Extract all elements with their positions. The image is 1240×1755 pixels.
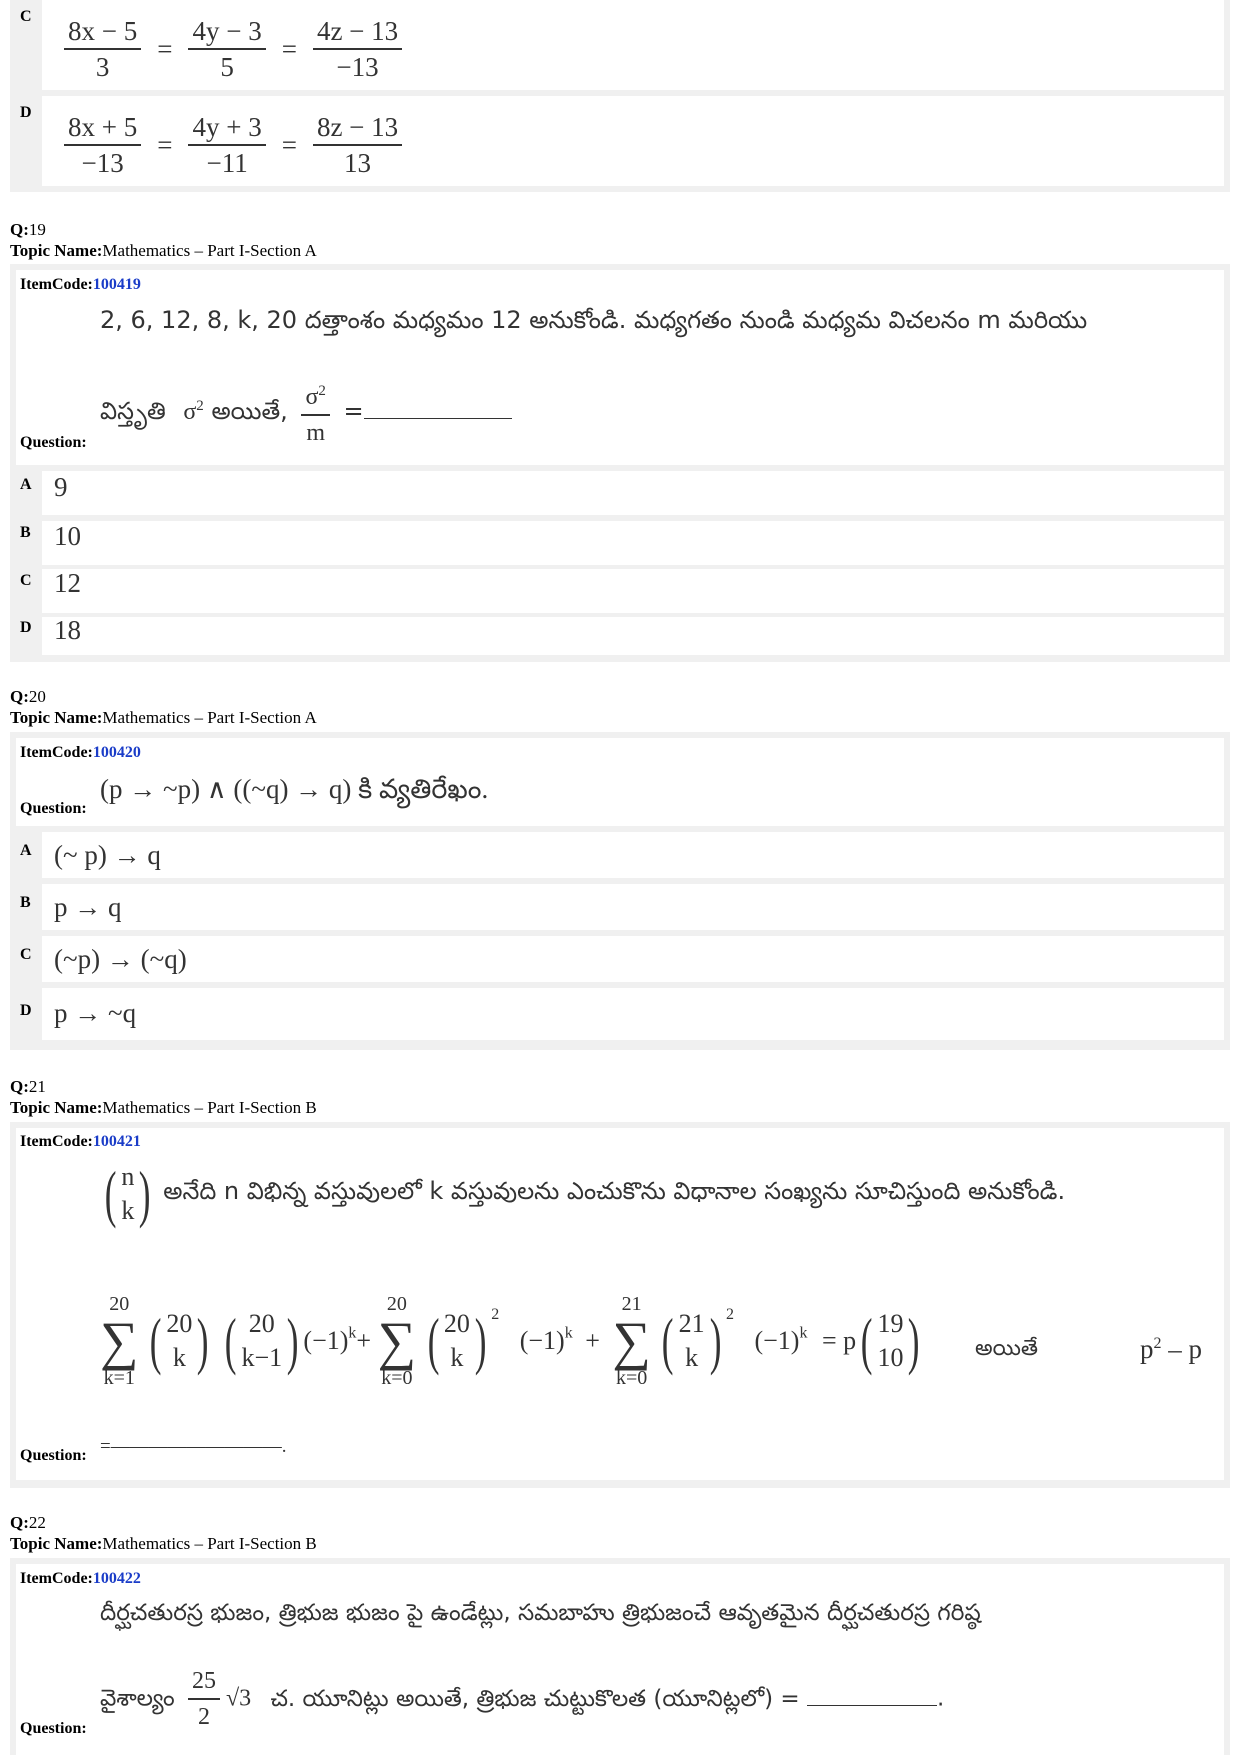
option-cell <box>42 569 1224 613</box>
superscript: 2 <box>196 398 204 414</box>
superscript: 2 <box>491 1305 500 1323</box>
sum-upper-limit: 20 <box>109 1293 130 1315</box>
option-label: C <box>20 572 32 589</box>
q21-text: అనేది n విభిన్న వస్తువులలో k వస్తువులను ఎంచుకొను విధానాల సంఖ్యను సూచిస్తుంది అనుకోండి. <box>163 1177 1066 1205</box>
topic-label: Topic Name: <box>10 1098 103 1117</box>
option-cell <box>42 521 1224 565</box>
item-code <box>20 744 141 762</box>
q20-option-d[interactable]: p → ~q <box>54 998 137 1028</box>
q19-header <box>10 219 317 261</box>
fraction-numerator: 8x + 5 <box>64 110 141 146</box>
item-code-label: ItemCode: <box>20 276 93 293</box>
q21-header <box>10 1076 317 1118</box>
item-code-label: ItemCode: <box>20 744 93 761</box>
option-label: A <box>20 476 32 493</box>
q22-text: వైశాల్యం <box>100 1685 175 1712</box>
q20-question-text: (p → ~p) ∧ ((~q) → q) కి వ్యతిరేఖం. <box>100 774 489 804</box>
fraction-denominator: 3 <box>95 52 110 82</box>
binomial-top: 21 <box>678 1309 705 1338</box>
binomial-top: 20 <box>166 1309 193 1338</box>
question-label: Question: <box>20 800 87 817</box>
question-number-label: Q: <box>10 1077 29 1096</box>
option-label: A <box>20 842 32 859</box>
superscript: k <box>799 1324 808 1342</box>
fraction-numerator: 8x − 5 <box>64 14 141 50</box>
equals-sign: = <box>281 129 297 160</box>
option-label: D <box>20 1002 32 1019</box>
fraction-numerator: 4y − 3 <box>188 14 265 50</box>
option-label: D <box>20 104 32 121</box>
p-tail: – p <box>1168 1334 1202 1364</box>
question-label: Question: <box>20 1447 87 1464</box>
item-code-value: 100421 <box>92 1133 141 1150</box>
binomial-bottom: k−1 <box>241 1343 283 1372</box>
superscript: k <box>348 1324 357 1342</box>
answer-blank <box>807 1705 937 1706</box>
q19-option-d[interactable]: 18 <box>54 615 81 645</box>
question-number-label: Q: <box>10 687 29 706</box>
topic-name: Mathematics – Part I-Section A <box>102 708 317 727</box>
option-cell <box>42 988 1224 1040</box>
equals-p: = p <box>821 1326 857 1355</box>
question-number: 22 <box>28 1513 46 1532</box>
topic-label: Topic Name: <box>10 241 103 260</box>
q22-question-line-2 <box>100 1664 944 1734</box>
q19-text: అయితే, <box>211 397 288 425</box>
q18-option-d[interactable] <box>58 110 408 180</box>
equals-sign: = <box>343 397 364 425</box>
q22-text: చ. యూనిట్లు అయితే, త్రిభుజ చుట్టుకొలత (యూనిట్లలో) = <box>270 1685 800 1712</box>
fraction-numerator: 4y + 3 <box>188 110 265 146</box>
q21-question-line-1 <box>100 1160 1065 1228</box>
option-label: D <box>20 619 32 636</box>
topic-name: Mathematics – Part I-Section B <box>102 1098 317 1117</box>
sum-lower-limit: k=0 <box>381 1367 413 1389</box>
fraction-denominator: −11 <box>206 148 248 178</box>
fraction-denominator: 13 <box>344 148 372 178</box>
option-label: B <box>20 524 31 541</box>
plus-sign: + <box>356 1326 372 1355</box>
option-cell <box>42 617 1224 655</box>
q20-option-c[interactable]: (~p) → (~q) <box>54 944 187 974</box>
item-code-value: 100422 <box>92 1570 141 1587</box>
question-number: 21 <box>28 1077 46 1096</box>
q19-question-line-1: 2, 6, 12, 8, k, 20 దత్తాంశం మధ్యమం 12 అనుకోండి. మధ్యగతం నుండి మధ్యమ విచలనం m మరియు <box>100 306 1088 334</box>
sum-upper-limit: 20 <box>386 1293 407 1315</box>
q20-option-a[interactable]: (~ p) → q <box>54 840 161 870</box>
equals-sign: = <box>157 33 173 64</box>
topic-label: Topic Name: <box>10 708 103 727</box>
item-code <box>20 1570 141 1588</box>
q19-question-line-2 <box>100 374 512 450</box>
q19-option-a[interactable]: 9 <box>54 472 68 502</box>
item-code-value: 100419 <box>92 276 141 293</box>
question-label: Question: <box>20 1720 87 1737</box>
item-code-label: ItemCode: <box>20 1570 93 1587</box>
topic-label: Topic Name: <box>10 1534 103 1553</box>
q19-option-c[interactable]: 12 <box>54 568 81 598</box>
sum-lower-limit: k=0 <box>615 1367 648 1389</box>
question-number: 20 <box>28 687 46 706</box>
sum-upper-limit: 21 <box>621 1293 642 1315</box>
sum-lower-limit: k=1 <box>103 1367 135 1389</box>
sigma-symbol: σ <box>183 399 197 425</box>
q19-option-b[interactable]: 10 <box>54 521 81 551</box>
plus-sign: + <box>585 1326 600 1355</box>
q21-ayite: అయితే <box>975 1336 1039 1361</box>
topic-name: Mathematics – Part I-Section B <box>102 1534 317 1553</box>
fraction-numerator: 25 <box>188 1664 220 1700</box>
q22-header <box>10 1512 317 1554</box>
question-number: 19 <box>28 220 46 239</box>
q20-header <box>10 686 317 728</box>
q22-question-line-1: దీర్ఘచతురస్ర భుజం, త్రిభుజ భుజం పై ఉండేట్లు, సమబాహు త్రిభుజంచే ఆవృతమైన దీర్ఘచతురస్ర గరిష్ఠ <box>100 1600 981 1626</box>
q21-answer-line: =—————————. <box>100 1436 287 1457</box>
topic-name: Mathematics – Part I-Section A <box>102 241 317 260</box>
fraction-denominator: m <box>306 420 325 446</box>
option-cell <box>42 936 1224 982</box>
item-code <box>20 276 141 294</box>
binomial-top: 19 <box>877 1309 904 1338</box>
option-cell <box>42 884 1224 930</box>
binomial-bottom: k <box>685 1343 699 1372</box>
binomial-bottom: 10 <box>877 1343 904 1372</box>
superscript: 2 <box>725 1305 734 1323</box>
equals-sign: = <box>281 33 297 64</box>
question-label: Question: <box>20 434 87 451</box>
option-cell <box>42 471 1224 515</box>
equals-sign: = <box>157 129 173 160</box>
binomial-top: n <box>121 1162 135 1191</box>
power-term: (−1) <box>519 1326 565 1355</box>
sqrt-term: √3 <box>225 1685 252 1712</box>
variable-p: p <box>1140 1334 1154 1364</box>
question-number-label: Q: <box>10 220 29 239</box>
q20-option-b[interactable]: p → q <box>54 892 122 922</box>
fraction-denominator: 2 <box>197 1704 210 1730</box>
superscript: k <box>564 1324 573 1342</box>
item-code <box>20 1133 141 1151</box>
answer-blank <box>364 418 512 419</box>
period: . <box>937 1685 945 1712</box>
power-term: (−1) <box>754 1326 800 1355</box>
option-label: C <box>20 8 32 25</box>
binomial: ( n k ) <box>104 1158 151 1229</box>
option-cell <box>42 832 1224 878</box>
fraction-numerator: σ <box>305 384 319 410</box>
item-code-value: 100420 <box>92 744 141 761</box>
superscript: 2 <box>1153 1335 1162 1352</box>
q18-option-c[interactable] <box>58 14 408 84</box>
fraction-denominator: 5 <box>220 52 234 82</box>
q21-p-expression <box>1140 1334 1202 1365</box>
power-term: (−1) <box>303 1326 349 1355</box>
q19-text: విస్తృతి <box>100 397 166 425</box>
fraction-numerator: 4z − 13 <box>313 14 402 50</box>
binomial-bottom: k <box>172 1343 186 1372</box>
question-number-label: Q: <box>10 1513 29 1532</box>
q21-equation: 20 ∑ k=1 ( 20 k ) ( 20 k−1 ) $(-1)^k+$ 20 ∑ k=0 ( 20 k ) $^2$ $(-1)^k$ + 21 ∑ k=0 ( 21 k ) $^2$ $(-1)^k = p$ ( 19 10 ) <box>100 1293 920 1389</box>
fraction-numerator: 8z − 13 <box>313 110 402 146</box>
binomial-bottom: k <box>450 1343 464 1372</box>
option-label: C <box>20 946 32 963</box>
fraction-denominator: −13 <box>336 52 379 82</box>
binomial-top: 20 <box>248 1309 275 1338</box>
superscript: 2 <box>318 383 326 399</box>
item-code-label: ItemCode: <box>20 1133 93 1150</box>
binomial-top: 20 <box>443 1309 470 1338</box>
binomial-bottom: k <box>121 1196 135 1225</box>
option-label: B <box>20 894 31 911</box>
fraction-denominator: −13 <box>81 148 124 178</box>
